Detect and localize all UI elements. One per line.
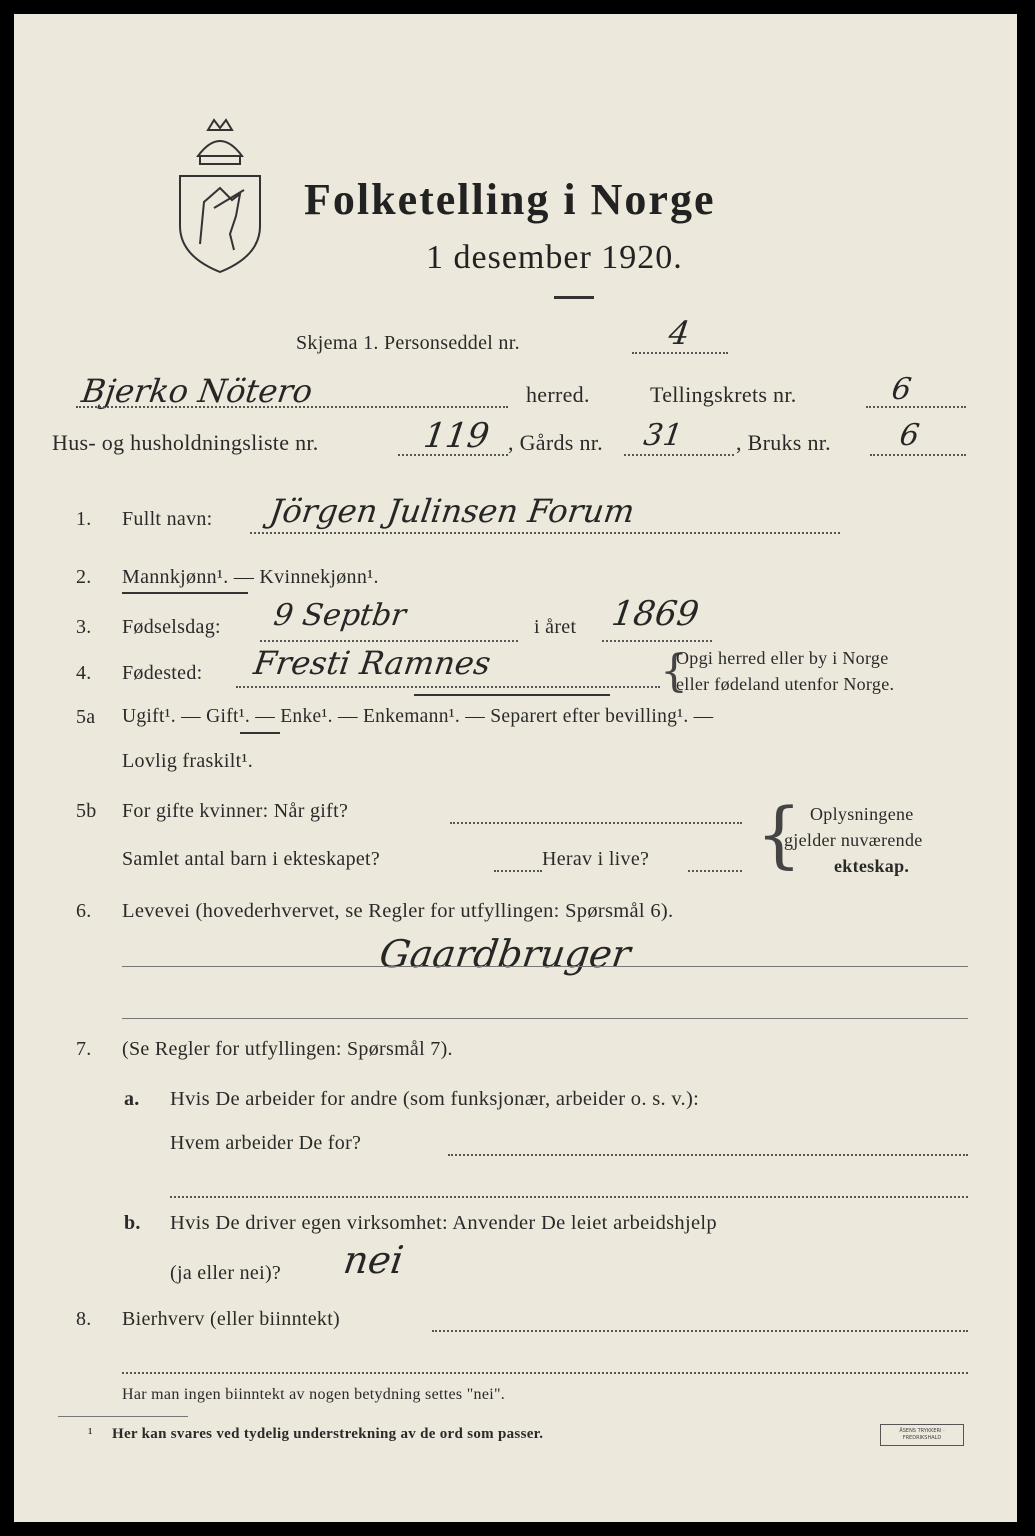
gards-value: 31: [641, 418, 685, 453]
bruks-value: 6: [897, 418, 922, 453]
birthday-value: 9 Septbr: [271, 598, 409, 633]
husliste-label: Hus- og husholdningsliste nr.: [52, 430, 319, 455]
q5b-line1: For gifte kvinner: Når gift?: [122, 800, 349, 822]
birth-year-value: 1869: [609, 594, 702, 634]
q7a-line1: Hvis De arbeider for andre (som funksjonær, arbeider o. s. v.):: [170, 1088, 700, 1110]
year-label: i året: [534, 616, 577, 638]
personseddel-number: 4: [666, 314, 693, 352]
bruks-label: , Bruks nr.: [736, 430, 831, 455]
mannkjonn-underline: [122, 592, 248, 594]
tellingskrets-label: Tellingskrets nr.: [650, 382, 797, 407]
q5b-note-line1: Oplysningene: [810, 804, 914, 824]
form-title: Folketelling i Norge: [304, 175, 716, 224]
title-rule: [554, 296, 594, 299]
q2-sex-options: Mannkjønn¹. — Kvinnekjønn¹.: [122, 566, 379, 588]
birthplace-underline: [414, 694, 610, 696]
q8-number: 8.: [76, 1308, 92, 1330]
q7-number: 7.: [76, 1038, 92, 1060]
q3-number: 3.: [76, 616, 92, 638]
q6-label: Levevei (hovederhvervet, se Regler for utfyllingen: Spørsmål 6).: [122, 900, 674, 922]
q8-label: Bierhverv (eller biinntekt): [122, 1308, 341, 1330]
q5b-note-brace: {: [756, 792, 802, 876]
q6-answer-line: [122, 966, 968, 967]
q4-label: Fødested:: [122, 662, 203, 684]
footnote-rule: [58, 1416, 188, 1417]
footer-note: Har man ingen biinntekt av nogen betydning settes "nei".: [122, 1386, 506, 1403]
gift-underline: [240, 732, 280, 734]
occupation-value: Gaardbruger: [376, 932, 634, 976]
q5b-alive-label: Herav i live?: [542, 848, 650, 870]
q7-label: (Se Regler for utfyllingen: Spørsmål 7).: [122, 1038, 453, 1060]
q6-number: 6.: [76, 900, 92, 922]
herred-label: herred.: [526, 382, 590, 407]
husliste-value: 119: [421, 416, 492, 456]
q4-number: 4.: [76, 662, 92, 684]
q5b-note-line2: gjelder nuværende: [784, 830, 923, 850]
q5a-line1: Ugift¹. — Gift¹. — Enke¹. — Enkemann¹. — Separert efter bevilling¹. —: [122, 706, 714, 727]
footnote-mark: ¹: [88, 1426, 93, 1442]
q4-note-line2: eller fødeland utenfor Norge.: [676, 674, 895, 694]
q5b-children-label: Samlet antal barn i ekteskapet?: [122, 848, 381, 870]
printer-stamp-text: ÅSENS TRYKKERI · FREDRIKSHALD: [899, 1428, 945, 1441]
q7a-letter: a.: [124, 1088, 140, 1110]
q3-label: Fødselsdag:: [122, 616, 221, 638]
tellingskrets-value: 6: [889, 372, 914, 407]
q7b-line2: (ja eller nei)?: [170, 1262, 282, 1284]
q7a-line2: Hvem arbeider De for?: [170, 1132, 362, 1154]
q5b-note-line3: ekteskap.: [834, 856, 910, 876]
printer-stamp: [880, 1424, 964, 1446]
q7b-letter: b.: [124, 1212, 141, 1234]
hired-help-value: nei: [340, 1238, 407, 1282]
full-name-value: Jörgen Julinsen Forum: [267, 492, 637, 530]
gards-label: , Gårds nr.: [508, 430, 603, 455]
q4-note-line1: Opgi herred eller by i Norge: [676, 648, 889, 668]
q6-extra-line: [122, 1018, 968, 1019]
q1-label: Fullt navn:: [122, 508, 213, 530]
schema-label: Skjema 1. Personseddel nr.: [296, 332, 520, 354]
q7b-line1: Hvis De driver egen virksomhet: Anvender De leiet arbeidshjelp: [170, 1212, 717, 1234]
q2-number: 2.: [76, 566, 92, 588]
q1-number: 1.: [76, 508, 92, 530]
birthplace-value: Fresti Ramnes: [251, 644, 494, 682]
census-date: 1 desember 1920.: [426, 239, 683, 276]
q5a-number: 5a: [76, 706, 96, 728]
q5a-line2: Lovlig fraskilt¹.: [122, 750, 254, 772]
norwegian-coat-of-arms-icon: [174, 116, 266, 276]
herred-value: Bjerko Nötero: [79, 372, 315, 410]
q5b-number: 5b: [76, 800, 97, 822]
footnote-text: Her kan svares ved tydelig understrekning av de ord som passer.: [112, 1426, 544, 1442]
census-form-sheet: [14, 14, 1017, 1522]
q4-note-brace: {: [660, 646, 688, 697]
